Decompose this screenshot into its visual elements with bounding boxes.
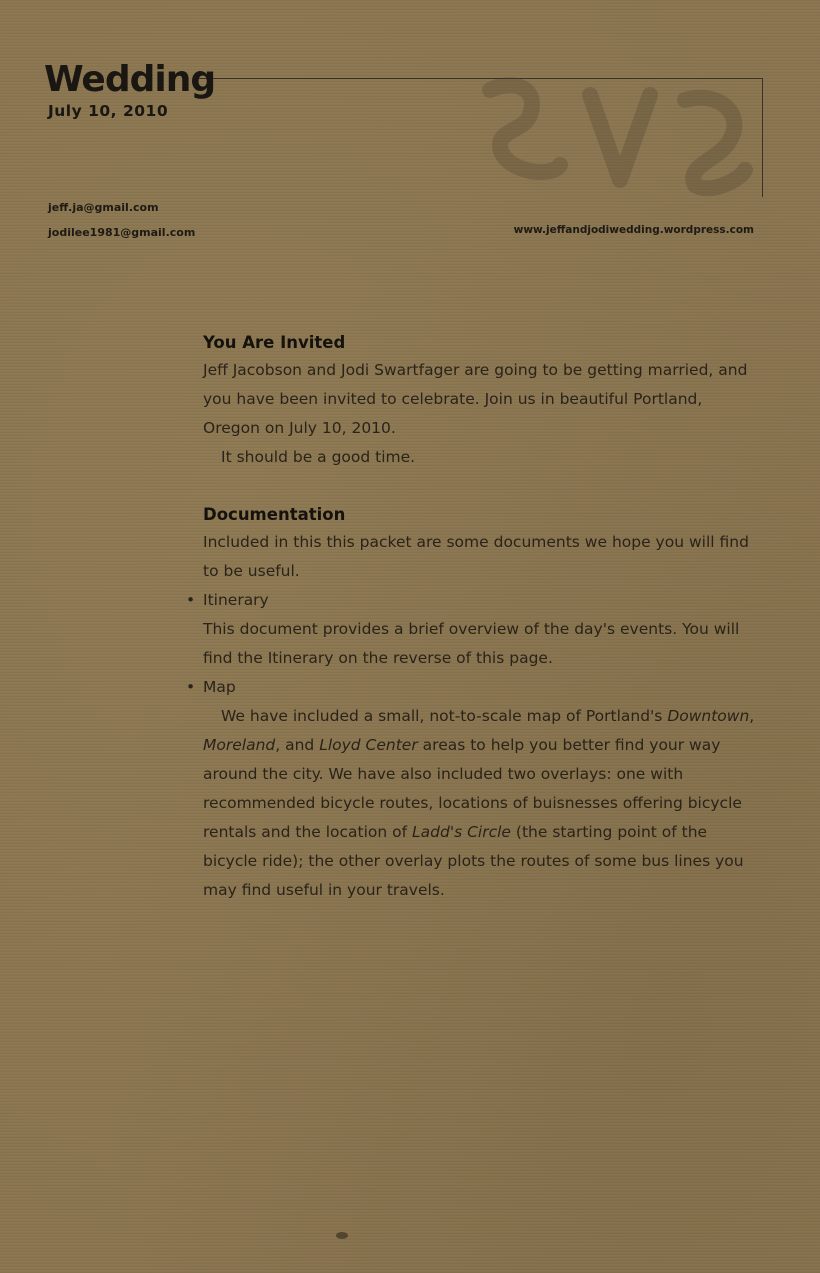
heading-you-are-invited: You Are Invited — [203, 333, 346, 352]
place-lloyd-center: Lloyd Center — [319, 736, 418, 754]
map-sep-1: , — [749, 707, 755, 725]
bullet-map: • Map — [203, 673, 763, 702]
place-ladds-circle: Ladd's Circle — [412, 823, 511, 841]
map-text-mid: areas to help you better find your way around the city. We have also included two overlays: one with recommended bicycle routes, locations of buisnesses offering bicycle rentals and the location of — [203, 736, 742, 841]
map-description — [203, 702, 763, 905]
place-downtown: Downtown — [667, 707, 750, 725]
paper-smudge — [336, 1232, 348, 1239]
invitation-paragraph: Jeff Jacobson and Jodi Swartfager are going to be getting married, and you have been invited to celebrate. Join us in beautiful Portland, Oregon on July 10, 2010. — [203, 361, 748, 437]
email-jeff: jeff.ja@gmail.com — [48, 201, 159, 214]
documentation-intro: Included in this this packet are some documents we hope you will find to be useful. — [203, 533, 749, 580]
map-text-end: (the starting point of the bicycle ride); the other overlay plots the routes of some bus lines you may find useful in your travels. — [203, 823, 744, 899]
map-sep-2: , and — [275, 736, 320, 754]
heading-documentation: Documentation — [203, 505, 346, 524]
map-text-start: We have included a small, not-to-scale map of Portland's — [221, 707, 668, 725]
monogram-watermark — [470, 70, 760, 200]
bullet-itinerary: • Itinerary — [203, 586, 763, 615]
website-url: www.jeffandjodiwedding.wordpress.com — [513, 224, 754, 236]
wedding-date: July 10, 2010 — [48, 102, 169, 120]
email-jodi: jodilee1981@gmail.com — [48, 226, 196, 239]
main-content — [203, 330, 763, 905]
itinerary-description: This document provides a brief overview of the day's events. You will find the Itinerary on the reverse of this page. — [203, 620, 740, 667]
page-title: Wedding — [44, 59, 216, 100]
place-moreland: Moreland — [203, 736, 276, 754]
invitation-closing: It should be a good time. — [221, 448, 416, 466]
